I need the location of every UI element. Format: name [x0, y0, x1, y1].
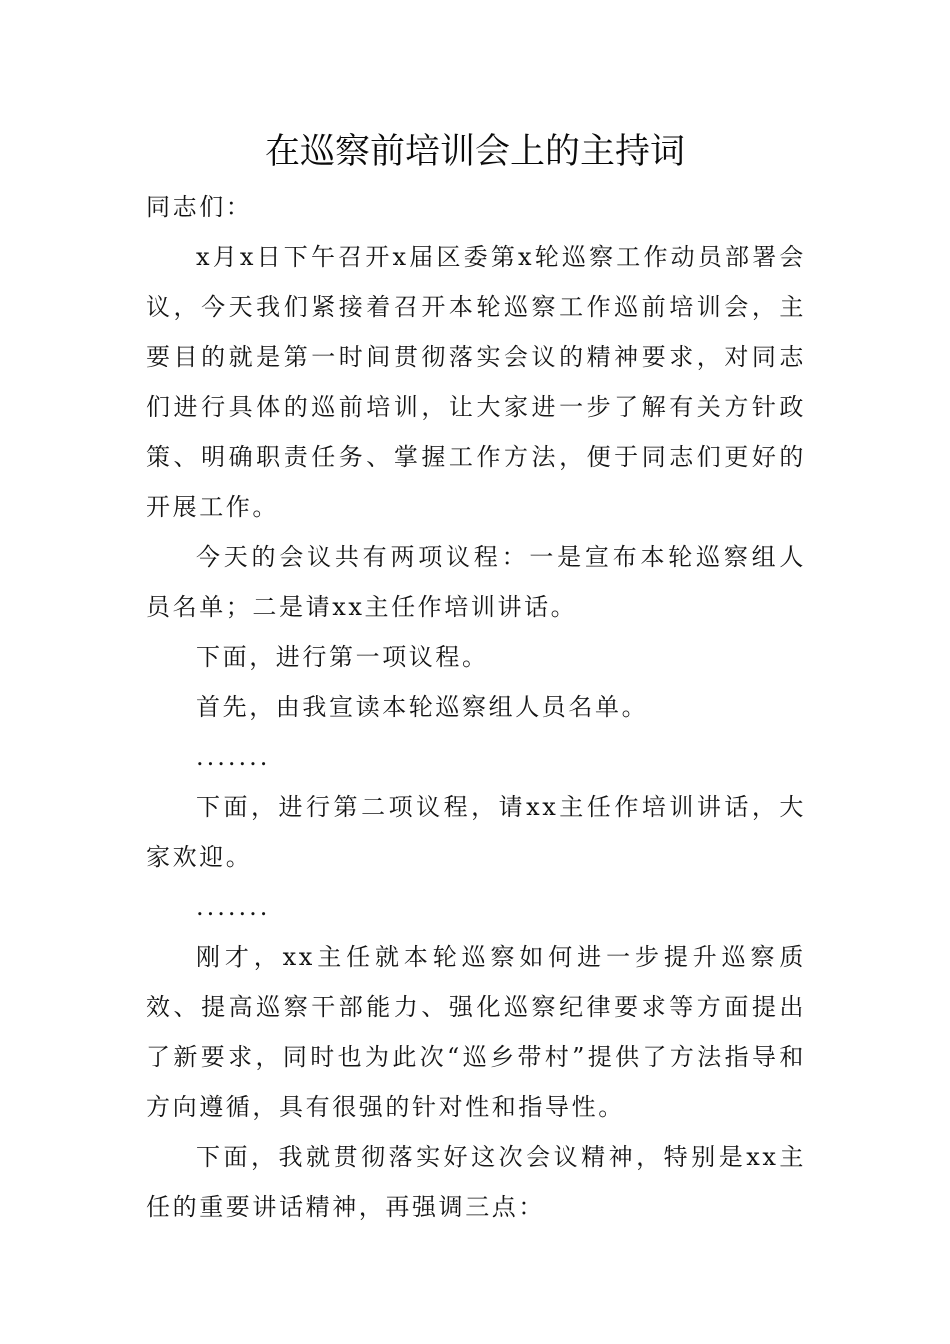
paragraph-read-list: 首先，由我宣读本轮巡察组人员名单。 — [196, 693, 649, 721]
paragraph-ellipsis: ....... — [196, 743, 271, 771]
paragraph-summary: 刚才，xx主任就本轮巡察如何进一步提升巡察质效、提高巡察干部能力、强化巡察纪律要求等方面提出了新要求，同时也为此次“巡乡带村”提供了方法指导和方向遵循，具有很强的针对性和指导性。 — [146, 943, 806, 1121]
paragraph-agenda: 今天的会议共有两项议程：一是宣布本轮巡察组人员名单；二是请xx主任作培训讲话。 — [146, 543, 806, 621]
paragraph-emphasis: 下面，我就贯彻落实好这次会议精神，特别是xx主任的重要讲话精神，再强调三点： — [146, 1143, 806, 1221]
document-body — [146, 182, 806, 1232]
paragraph-first-item: 下面，进行第一项议程。 — [196, 643, 489, 671]
salutation: 同志们： — [146, 193, 253, 221]
paragraph-meeting-intro: x月x日下午召开x届区委第x轮巡察工作动员部署会议，今天我们紧接着召开本轮巡察工作巡前培训会，主要目的就是第一时间贯彻落实会议的精神要求，对同志们进行具体的巡前培训，让大家进一步了解有关方针政策、明确职责任务、掌握工作方法，便于同志们更好的开展工作。 — [146, 243, 806, 521]
document-title: 在巡察前培训会上的主持词 — [264, 132, 685, 172]
paragraph-second-item: 下面，进行第二项议程，请xx主任作培训讲话，大家欢迎。 — [146, 793, 806, 871]
paragraph-ellipsis: ....... — [196, 893, 271, 921]
